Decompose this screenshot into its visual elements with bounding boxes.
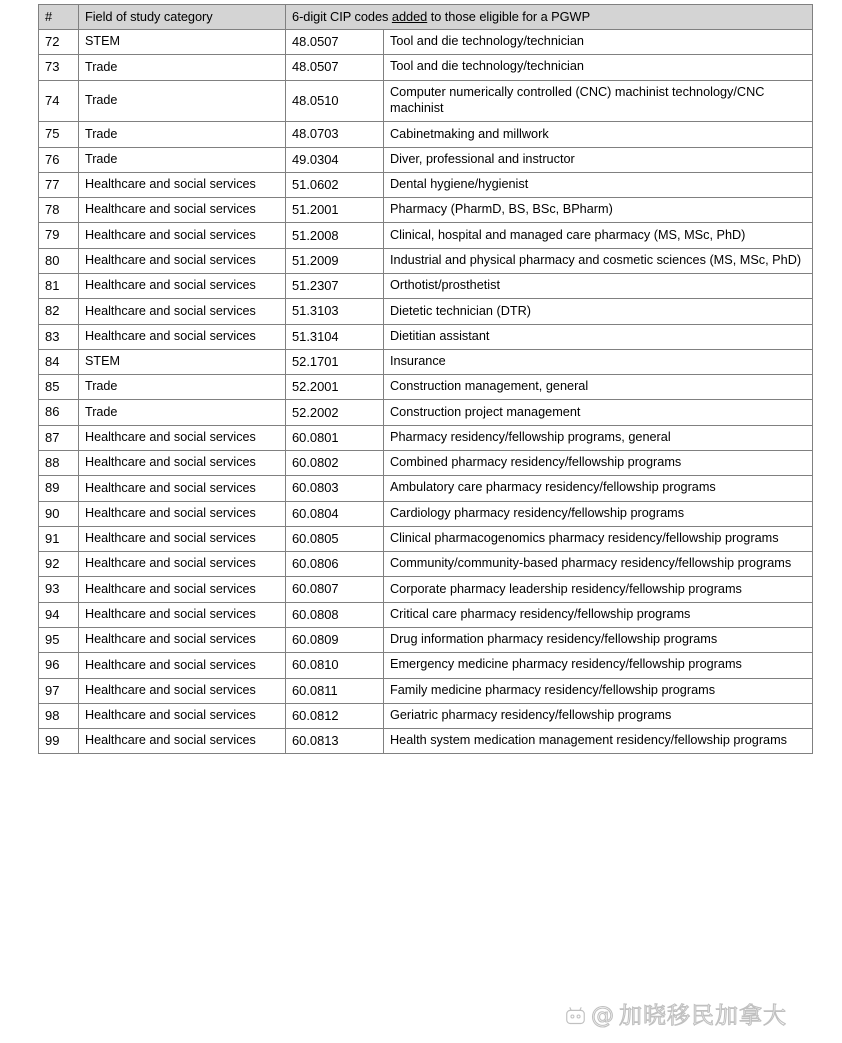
- table-header-row: [39, 5, 813, 30]
- cell-description: Cabinetmaking and millwork: [384, 122, 813, 147]
- cell-number: 97: [39, 678, 79, 703]
- cell-cip-code: 48.0507: [286, 55, 384, 80]
- cell-category: STEM: [79, 30, 286, 55]
- cell-number: 90: [39, 501, 79, 526]
- header-text-added: added: [391, 9, 428, 24]
- column-header-number: #: [39, 5, 79, 30]
- cell-description: Combined pharmacy residency/fellowship programs: [384, 451, 813, 476]
- cell-category: Healthcare and social services: [79, 729, 286, 754]
- table-row: [39, 299, 813, 324]
- table-row: [39, 223, 813, 248]
- cell-category: Healthcare and social services: [79, 703, 286, 728]
- cell-category: Healthcare and social services: [79, 299, 286, 324]
- cell-cip-code: 60.0813: [286, 729, 384, 754]
- cell-number: 92: [39, 552, 79, 577]
- cell-description: Pharmacy (PharmD, BS, BSc, BPharm): [384, 198, 813, 223]
- table-row: [39, 577, 813, 602]
- cell-description: Construction management, general: [384, 375, 813, 400]
- cell-number: 80: [39, 248, 79, 273]
- cell-cip-code: 51.2009: [286, 248, 384, 273]
- cell-cip-code: 48.0510: [286, 80, 384, 122]
- table-row: [39, 501, 813, 526]
- table-row: [39, 425, 813, 450]
- cell-category: Trade: [79, 122, 286, 147]
- cell-description: Insurance: [384, 349, 813, 374]
- watermark-at-symbol: @: [591, 1002, 614, 1029]
- cell-description: Drug information pharmacy residency/fellowship programs: [384, 627, 813, 652]
- cell-number: 73: [39, 55, 79, 80]
- cell-description: Emergency medicine pharmacy residency/fellowship programs: [384, 653, 813, 678]
- column-header-field-of-study: Field of study category: [79, 5, 286, 30]
- table-row: [39, 80, 813, 122]
- cell-category: Healthcare and social services: [79, 274, 286, 299]
- cell-category: Trade: [79, 80, 286, 122]
- table-row: [39, 703, 813, 728]
- cell-description: Cardiology pharmacy residency/fellowship programs: [384, 501, 813, 526]
- table-row: [39, 476, 813, 501]
- cell-cip-code: 51.2307: [286, 274, 384, 299]
- cell-number: 81: [39, 274, 79, 299]
- cell-category: Healthcare and social services: [79, 501, 286, 526]
- cell-category: Healthcare and social services: [79, 602, 286, 627]
- cell-cip-code: 51.2008: [286, 223, 384, 248]
- cell-cip-code: 52.2002: [286, 400, 384, 425]
- cell-cip-code: 60.0803: [286, 476, 384, 501]
- cell-category: Healthcare and social services: [79, 223, 286, 248]
- cell-cip-code: 52.2001: [286, 375, 384, 400]
- cell-number: 72: [39, 30, 79, 55]
- cell-description: Corporate pharmacy leadership residency/fellowship programs: [384, 577, 813, 602]
- table-body: [39, 30, 813, 754]
- table-row: [39, 274, 813, 299]
- cell-number: 87: [39, 425, 79, 450]
- header-text-part1: 6-digit CIP codes: [292, 9, 392, 24]
- cell-number: 89: [39, 476, 79, 501]
- cell-number: 86: [39, 400, 79, 425]
- table-row: [39, 729, 813, 754]
- cell-description: Diver, professional and instructor: [384, 147, 813, 172]
- cell-number: 78: [39, 198, 79, 223]
- cell-category: Healthcare and social services: [79, 552, 286, 577]
- table-row: [39, 400, 813, 425]
- cell-cip-code: 48.0507: [286, 30, 384, 55]
- cell-cip-code: 60.0804: [286, 501, 384, 526]
- cell-category: Healthcare and social services: [79, 172, 286, 197]
- cell-description: Geriatric pharmacy residency/fellowship programs: [384, 703, 813, 728]
- cell-number: 76: [39, 147, 79, 172]
- cell-number: 95: [39, 627, 79, 652]
- table-row: [39, 602, 813, 627]
- cell-number: 74: [39, 80, 79, 122]
- cell-cip-code: 60.0807: [286, 577, 384, 602]
- cell-cip-code: 60.0811: [286, 678, 384, 703]
- table-header: [39, 5, 813, 30]
- cell-cip-code: 51.2001: [286, 198, 384, 223]
- table-row: [39, 375, 813, 400]
- table-row: [39, 627, 813, 652]
- cell-number: 77: [39, 172, 79, 197]
- cell-category: Healthcare and social services: [79, 451, 286, 476]
- cell-description: Health system medication management residency/fellowship programs: [384, 729, 813, 754]
- cell-category: Healthcare and social services: [79, 425, 286, 450]
- table-row: [39, 349, 813, 374]
- table-row: [39, 678, 813, 703]
- cip-codes-table: [38, 4, 813, 754]
- table-row: [39, 248, 813, 273]
- cell-description: Construction project management: [384, 400, 813, 425]
- column-header-cip-codes: [286, 5, 813, 30]
- cell-category: Healthcare and social services: [79, 248, 286, 273]
- cell-description: Dental hygiene/hygienist: [384, 172, 813, 197]
- cell-number: 79: [39, 223, 79, 248]
- cell-cip-code: 52.1701: [286, 349, 384, 374]
- cell-category: Healthcare and social services: [79, 627, 286, 652]
- cell-number: 88: [39, 451, 79, 476]
- cell-category: STEM: [79, 349, 286, 374]
- cell-cip-code: 51.3103: [286, 299, 384, 324]
- cell-number: 94: [39, 602, 79, 627]
- table-row: [39, 653, 813, 678]
- table-row: [39, 552, 813, 577]
- cell-number: 85: [39, 375, 79, 400]
- cell-cip-code: 60.0806: [286, 552, 384, 577]
- cell-category: Healthcare and social services: [79, 324, 286, 349]
- cell-cip-code: 60.0808: [286, 602, 384, 627]
- cell-description: Orthotist/prosthetist: [384, 274, 813, 299]
- cell-number: 93: [39, 577, 79, 602]
- cell-cip-code: 49.0304: [286, 147, 384, 172]
- cell-number: 83: [39, 324, 79, 349]
- table-row: [39, 451, 813, 476]
- cell-number: 96: [39, 653, 79, 678]
- cell-number: 84: [39, 349, 79, 374]
- table-row: [39, 172, 813, 197]
- watermark-logo-icon: [565, 1006, 586, 1027]
- table-row: [39, 122, 813, 147]
- cell-description: Family medicine pharmacy residency/fellowship programs: [384, 678, 813, 703]
- cell-category: Healthcare and social services: [79, 526, 286, 551]
- cell-description: Dietetic technician (DTR): [384, 299, 813, 324]
- cell-cip-code: 60.0809: [286, 627, 384, 652]
- cell-description: Industrial and physical pharmacy and cosmetic sciences (MS, MSc, PhD): [384, 248, 813, 273]
- cell-description: Clinical pharmacogenomics pharmacy residency/fellowship programs: [384, 526, 813, 551]
- header-text-part2: to those eligible for a PGWP: [427, 9, 591, 24]
- cell-description: Pharmacy residency/fellowship programs, general: [384, 425, 813, 450]
- cell-cip-code: 51.3104: [286, 324, 384, 349]
- table-row: [39, 55, 813, 80]
- cell-category: Healthcare and social services: [79, 476, 286, 501]
- cell-number: 91: [39, 526, 79, 551]
- cell-category: Trade: [79, 55, 286, 80]
- cell-cip-code: 48.0703: [286, 122, 384, 147]
- cell-category: Healthcare and social services: [79, 678, 286, 703]
- cell-category: Healthcare and social services: [79, 198, 286, 223]
- table-row: [39, 147, 813, 172]
- cell-number: 98: [39, 703, 79, 728]
- cell-cip-code: 60.0802: [286, 451, 384, 476]
- cell-description: Ambulatory care pharmacy residency/fellowship programs: [384, 476, 813, 501]
- cell-description: Tool and die technology/technician: [384, 30, 813, 55]
- cell-description: Clinical, hospital and managed care pharmacy (MS, MSc, PhD): [384, 223, 813, 248]
- cell-cip-code: 51.0602: [286, 172, 384, 197]
- cell-description: Community/community-based pharmacy residency/fellowship programs: [384, 552, 813, 577]
- table-row: [39, 324, 813, 349]
- cell-category: Healthcare and social services: [79, 577, 286, 602]
- cell-number: 99: [39, 729, 79, 754]
- cell-category: Trade: [79, 147, 286, 172]
- table-row: [39, 30, 813, 55]
- cell-description: Critical care pharmacy residency/fellowship programs: [384, 602, 813, 627]
- cell-number: 82: [39, 299, 79, 324]
- cell-cip-code: 60.0801: [286, 425, 384, 450]
- cell-number: 75: [39, 122, 79, 147]
- watermark-handle: 加晓移民加拿大: [619, 1002, 787, 1029]
- cell-description: Tool and die technology/technician: [384, 55, 813, 80]
- cell-description: Dietitian assistant: [384, 324, 813, 349]
- cell-cip-code: 60.0812: [286, 703, 384, 728]
- cell-category: Trade: [79, 400, 286, 425]
- table-row: [39, 198, 813, 223]
- watermark: [565, 999, 830, 1033]
- cell-category: Healthcare and social services: [79, 653, 286, 678]
- cell-description: Computer numerically controlled (CNC) machinist technology/CNC machinist: [384, 80, 813, 122]
- cell-category: Trade: [79, 375, 286, 400]
- cell-cip-code: 60.0810: [286, 653, 384, 678]
- table-row: [39, 526, 813, 551]
- cell-cip-code: 60.0805: [286, 526, 384, 551]
